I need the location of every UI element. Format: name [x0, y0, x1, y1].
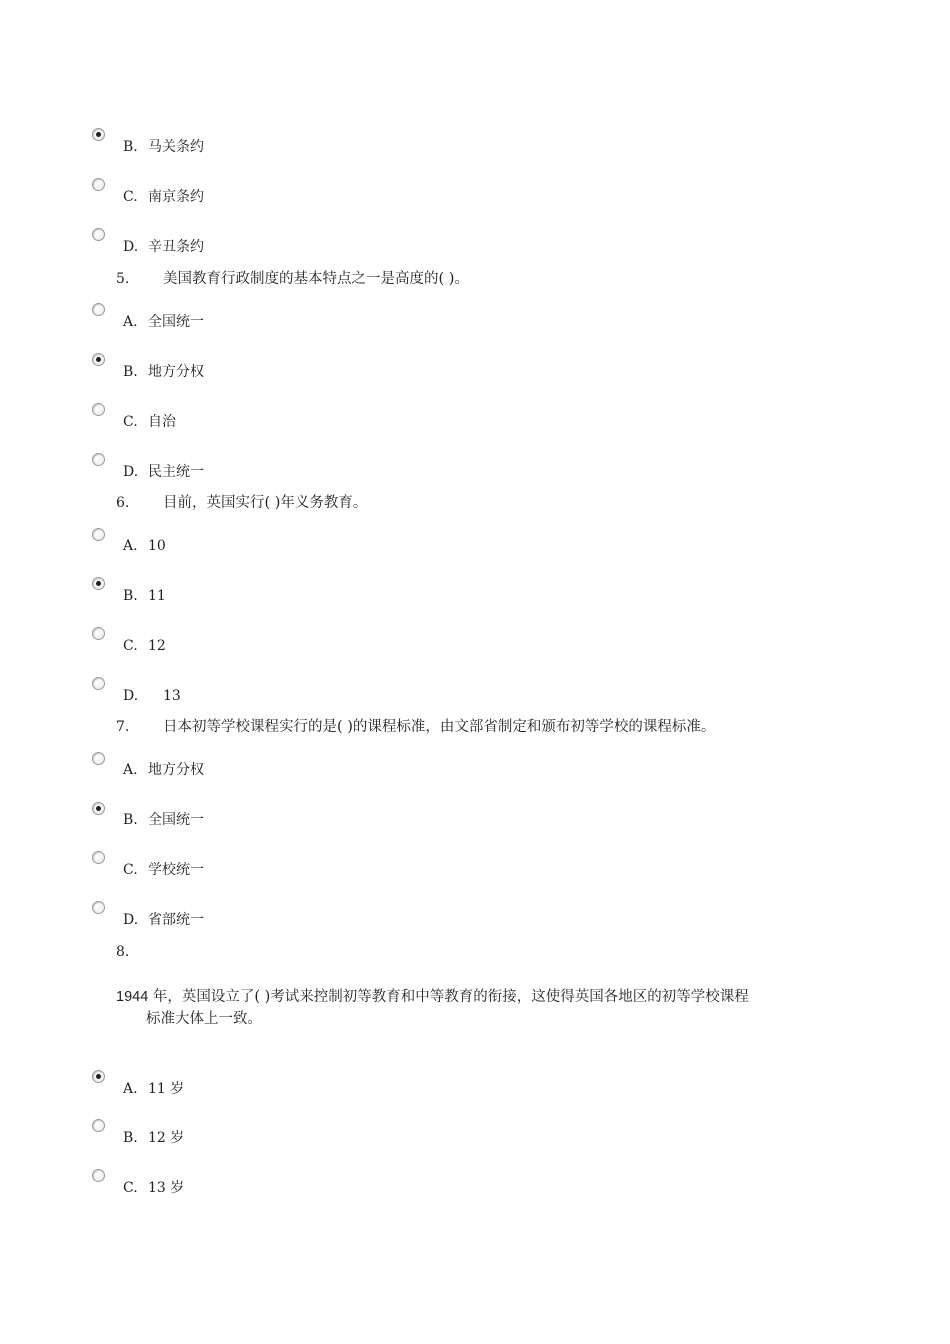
option-q4-b	[123, 138, 204, 156]
option-q8-a	[123, 1080, 184, 1098]
question-number: 5.	[116, 271, 130, 287]
question-text-line2: 标准大体上一致。	[146, 1011, 262, 1027]
option-q7-d	[123, 911, 204, 929]
option-text: 省部统一	[148, 912, 204, 928]
option-q6-a	[123, 537, 166, 555]
option-letter: B.	[123, 1130, 138, 1146]
option-q5-b	[123, 363, 204, 381]
question-year: 1944	[116, 989, 149, 1005]
radio-q7-b[interactable]	[92, 802, 105, 815]
option-text: 13 岁	[148, 1180, 185, 1196]
option-text: 11 岁	[148, 1081, 185, 1097]
option-q6-c	[123, 637, 166, 655]
radio-selected-dot	[96, 581, 101, 586]
option-q7-a	[123, 761, 204, 779]
radio-q6-d[interactable]	[92, 677, 105, 690]
radio-selected-dot	[96, 806, 101, 811]
radio-q5-d[interactable]	[92, 453, 105, 466]
option-letter: D.	[123, 688, 139, 704]
radio-q7-a[interactable]	[92, 752, 105, 765]
option-text: 13	[163, 688, 181, 704]
option-letter: A.	[123, 1081, 138, 1097]
radio-q5-c[interactable]	[92, 403, 105, 416]
option-text: 10	[148, 538, 166, 554]
option-q4-c	[123, 188, 204, 206]
option-letter: A.	[123, 314, 138, 330]
option-letter: D.	[123, 464, 139, 480]
option-text: 马关条约	[148, 139, 204, 155]
option-text: 全国统一	[148, 812, 204, 828]
question-text: 美国教育行政制度的基本特点之一是高度的( )。	[163, 271, 469, 287]
option-text: 南京条约	[148, 189, 204, 205]
option-text: 12	[148, 638, 166, 654]
option-letter: C.	[123, 1180, 138, 1196]
option-letter: C.	[123, 414, 138, 430]
radio-q6-a[interactable]	[92, 528, 105, 541]
option-text: 11	[148, 588, 166, 604]
question-text	[116, 986, 816, 1030]
question-text: 目前，英国实行( )年义务教育。	[163, 495, 368, 511]
option-q5-c	[123, 413, 176, 431]
option-letter: C.	[123, 638, 138, 654]
option-letter: A.	[123, 538, 138, 554]
question-number: 8.	[116, 944, 130, 960]
option-text: 自治	[148, 414, 176, 430]
option-text: 民主统一	[148, 464, 204, 480]
option-letter: B.	[123, 588, 138, 604]
question-number: 6.	[116, 495, 130, 511]
option-q8-b	[123, 1129, 184, 1147]
option-q4-d	[123, 238, 204, 256]
option-letter: B.	[123, 364, 138, 380]
radio-q8-a[interactable]	[92, 1070, 105, 1083]
radio-q7-c[interactable]	[92, 851, 105, 864]
question-number: 7.	[116, 719, 130, 735]
option-text: 全国统一	[148, 314, 204, 330]
radio-selected-dot	[96, 132, 101, 137]
question-text-line1: 年，英国设立了( )考试来控制初等教育和中等教育的衔接，这使得英国各地区的初等学校课程	[148, 989, 749, 1005]
radio-q4-b[interactable]	[92, 128, 105, 141]
radio-q8-b[interactable]	[92, 1119, 105, 1132]
option-letter: B.	[123, 139, 138, 155]
option-letter: D.	[123, 239, 139, 255]
option-q7-c	[123, 861, 204, 879]
option-letter: C.	[123, 189, 138, 205]
option-text: 地方分权	[148, 762, 204, 778]
option-letter: A.	[123, 762, 138, 778]
radio-selected-dot	[96, 357, 101, 362]
option-q7-b	[123, 811, 204, 829]
option-text: 辛丑条约	[148, 239, 204, 255]
option-text: 地方分权	[148, 364, 204, 380]
option-q6-b	[123, 587, 166, 605]
radio-selected-dot	[96, 1074, 101, 1079]
radio-q7-d[interactable]	[92, 901, 105, 914]
option-letter: D.	[123, 912, 139, 928]
radio-q4-d[interactable]	[92, 228, 105, 241]
option-q8-c	[123, 1179, 184, 1197]
radio-q6-c[interactable]	[92, 627, 105, 640]
option-q6-d	[123, 687, 181, 705]
option-q5-d	[123, 463, 204, 481]
option-letter: B.	[123, 812, 138, 828]
option-text: 学校统一	[148, 862, 204, 878]
option-q5-a	[123, 313, 204, 331]
option-letter: C.	[123, 862, 138, 878]
question-text: 日本初等学校课程实行的是( )的课程标准，由文部省制定和颁布初等学校的课程标准。	[163, 719, 716, 735]
radio-q5-b[interactable]	[92, 353, 105, 366]
option-text: 12 岁	[148, 1130, 185, 1146]
radio-q8-c[interactable]	[92, 1169, 105, 1182]
radio-q6-b[interactable]	[92, 577, 105, 590]
radio-q4-c[interactable]	[92, 178, 105, 191]
radio-q5-a[interactable]	[92, 303, 105, 316]
